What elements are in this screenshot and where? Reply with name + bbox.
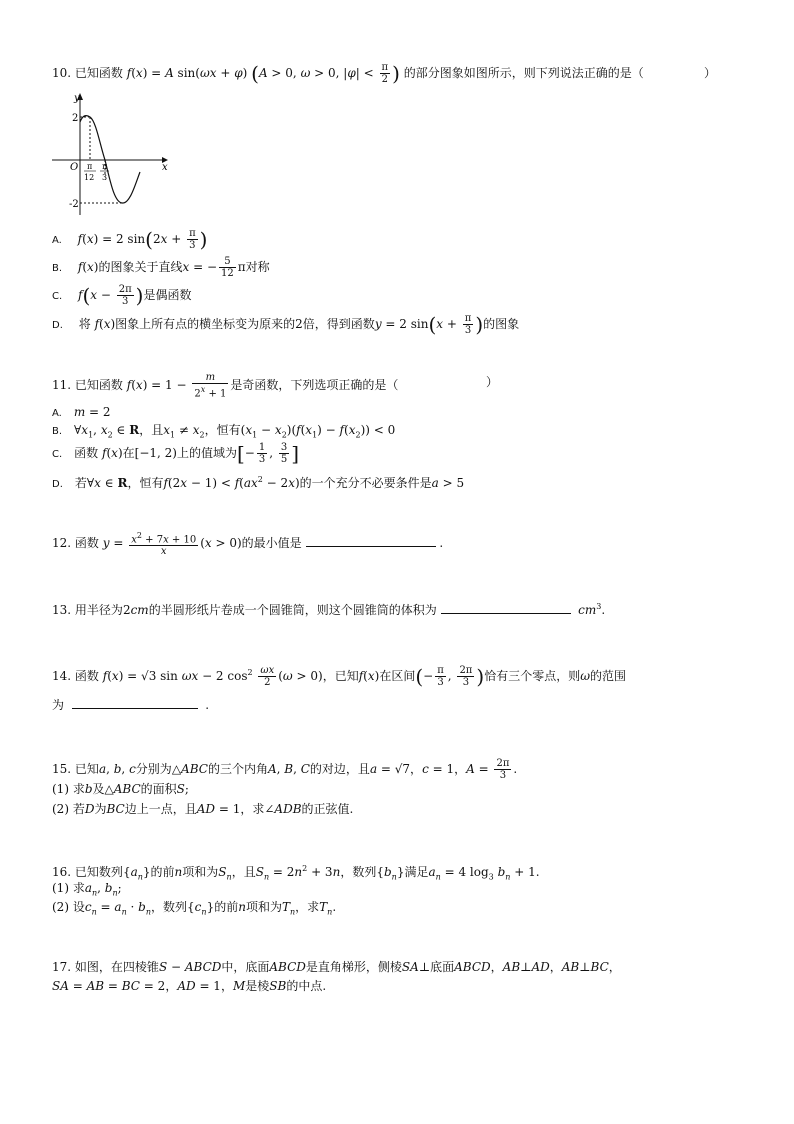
question-15-part1: (1) 求b及△ABC的面积S; — [52, 782, 189, 796]
question-number: 10. — [52, 66, 72, 80]
question-12: 12. 函数 y = $\frac{x^2 + 7x + 10}{x}$ (x > 0)的最小值是 . — [52, 531, 444, 558]
close-paren: ） — [704, 66, 717, 80]
question-14-line2: 为 . — [52, 694, 209, 714]
question-number: 11. — [52, 378, 72, 393]
sine-curve — [80, 116, 140, 203]
tick2-numerator: π — [102, 162, 108, 171]
answer-blank-13[interactable] — [441, 599, 571, 614]
x-axis-label: x — [162, 162, 168, 173]
question-number: 17. — [52, 960, 72, 974]
question-number: 15. — [52, 762, 72, 776]
option-10b: B. f(x)的图象关于直线x = − $\frac{5}{12}$ π对称 — [52, 256, 270, 279]
question-11-stem: 11. 已知函数 f(x) = 1 − $\frac{m}{2^x + 1}$ 是奇函数，下列选项正确的是（ — [52, 372, 399, 400]
origin-label: O — [70, 162, 79, 173]
question-number: 14. — [52, 669, 72, 683]
option-11c: C. 函数 f(x)在[−1, 2)上的值域为[− $\frac{1}{3}$ , $\frac{3}{5}$ ] — [52, 441, 300, 466]
option-11a: A. m = 2 — [52, 405, 111, 419]
question-17-line2: SA = AB = BC = 2，AD = 1，M是棱SB的中点. — [52, 979, 327, 993]
y-max-label: 2 — [72, 113, 79, 124]
question-14: 14. 函数 f(x) = √3 sin ωx − 2 $\cos^2$ $\frac{\omega x}{2}$ (ω > 0)，已知f(x)在区间(− $\frac{\pi}{3}$ , $\frac{2\pi}{3}$ )恰有三个零点，则ω的范围 — [52, 664, 627, 689]
option-10c: C. f(x − $\frac{2\pi}{3}$ )是偶函数 — [52, 283, 192, 308]
answer-blank-12[interactable] — [306, 532, 436, 547]
option-10a: A. f(x) = 2 sin(2x + $\frac{\pi}{3}$ ) — [52, 227, 208, 252]
question-16-stem: 16. 已知数列$\{a_n\}$的前n项和为$S_n$，且$S_n = 2n^2 + 3n$，数列$\{b_n\}$满足$a_n = 4$ $\log_3 b_n + 1$. — [52, 864, 540, 882]
y-axis-label: y — [74, 93, 80, 104]
question-17-line1: 17. 如图，在四棱锥S − ABCD中，底面ABCD是直角梯形，侧棱SA⊥底面ABCD，AB⊥AD，AB⊥BC， — [52, 960, 621, 974]
question-number: 16. — [52, 865, 72, 879]
tick1-numerator: π — [87, 162, 93, 171]
question-number: 13. — [52, 603, 72, 617]
question-15-part2: (2) 若D为BC边上一点，且AD = 1，求∠ADB的正弦值. — [52, 802, 354, 816]
question-number: 12. — [52, 536, 72, 551]
y-min-label: -2 — [69, 199, 79, 210]
option-11d: D. 若∀x ∈ R，恒有$f(2x - 1) < f(ax^2 - 2x)$的一个充分不必要条件是a > 5 — [52, 475, 465, 490]
tick1-denominator: 12 — [84, 173, 95, 182]
question-10-stem: 10. 已知函数 f(x) = A sin(ωx + φ) (A > 0, ω > 0, |φ| < $\frac{\pi}{2}$ ) 的部分图象如图所示，则下列说法正确的是（ — [52, 61, 644, 86]
question-15-stem: 15. 已知a, b, c分别为△ABC的三个内角A, B, C的对边，且a = √7，c = 1，A = $\frac{2\pi}{3}$ . — [52, 758, 518, 781]
question-16-part2: (2) 设$c_n = a_n \cdot b_n$，数列$\{c_n\}$的前n项和为$T_n$，求$T_n$. — [52, 900, 337, 917]
sine-graph — [50, 90, 180, 220]
tick2-denominator: 3 — [102, 173, 108, 182]
answer-blank-14[interactable] — [72, 694, 198, 709]
question-16-part1: (1) 求$a_n$, $b_n$; — [52, 881, 122, 898]
close-paren: ） — [486, 375, 499, 389]
question-13: 13. 用半径为2cm的半圆形纸片卷成一个圆锥筒，则这个圆锥筒的体积为 $cm^3$. — [52, 598, 752, 619]
option-10d: D. 将 f(x)图象上所有点的横坐标变为原来的2倍，得到函数y = 2 sin(x + $\frac{\pi}{3}$ )的图象 — [52, 312, 520, 337]
option-11b: B. $\forall x_1$, $x_2$ ∈ R，且$x_1 \ne x_2$，恒有$(x_1 - x_2)(f(x_1) - f(x_2)) < 0$ — [52, 423, 396, 440]
